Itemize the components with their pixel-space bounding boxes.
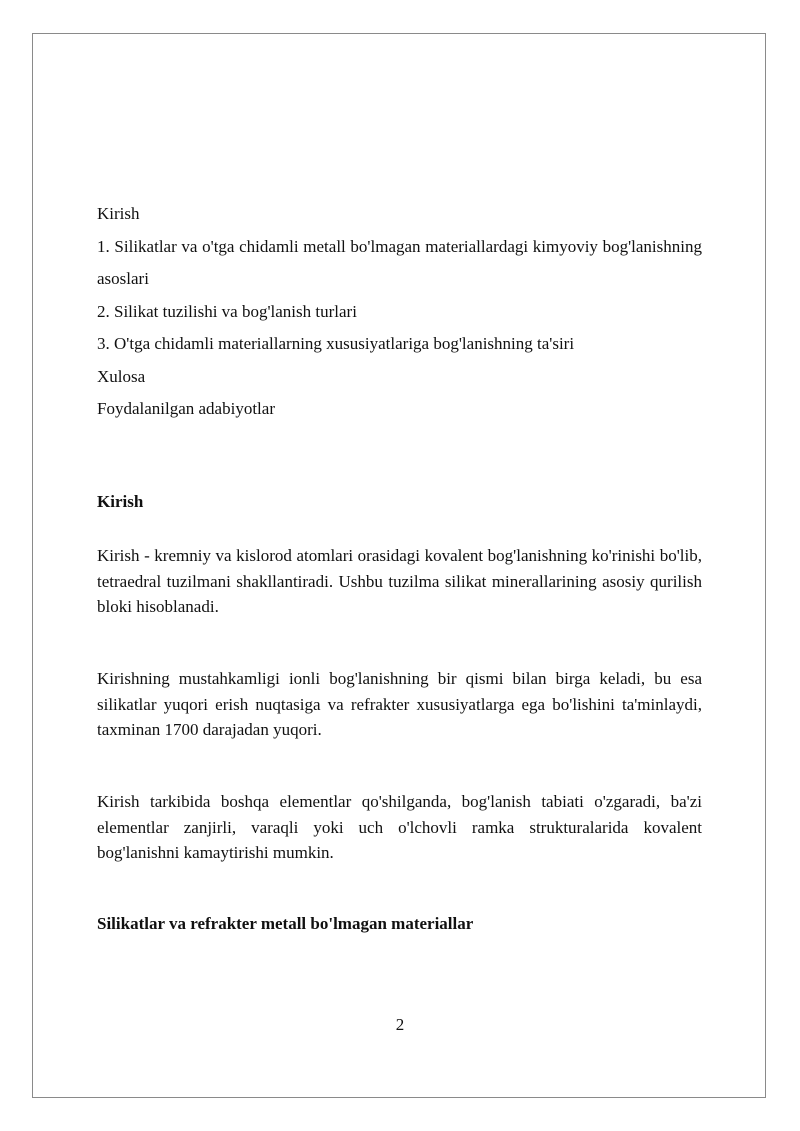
- table-of-contents: [97, 198, 702, 426]
- section-heading: Silikatlar va refrakter metall bo'lmagan materiallar: [97, 914, 474, 933]
- toc-item: Xulosa: [97, 366, 146, 386]
- paragraph: Kirishning mustahkamligi ionli bog'lanishning bir qismi bilan birga keladi, bu esa silikatlar yuqori erish nuqtasiga va refrakter xususiyatlarga ega bo'lishini ta'minlaydi, taxminan 1700 darajadan yuqori.: [97, 669, 702, 739]
- page-number: 2: [395, 1015, 405, 1034]
- toc-item: 3. O'tga chidamli materiallarning xususiyatlariga bog'lanishning ta'siri: [97, 334, 575, 353]
- section-heading: Kirish: [97, 492, 144, 511]
- toc-item: Kirish: [97, 204, 140, 223]
- toc-item: 2. Silikat tuzilishi va bog'lanish turlari: [97, 301, 357, 321]
- toc-item: Foydalanilgan adabiyotlar: [97, 399, 275, 418]
- toc-item: 1. Silikatlar va o'tga chidamli metall bo'lmagan materiallardagi kimyoviy bog'lanishning asoslari: [97, 236, 702, 288]
- paragraph: Kirish tarkibida boshqa elementlar qo'shilganda, bog'lanish tabiati o'zgaradi, ba'zi elementlar zanjirli, varaqli yoki uch o'lchovli ramka strukturalarida kovalent bog'lanishni kamaytirishi mumkin.: [97, 792, 702, 862]
- paragraph: Kirish - kremniy va kislorod atomlari orasidagi kovalent bog'lanishning ko'rinishi bo'lib, tetraedral tuzilmani shakllantiradi. Ushbu tuzilma silikat minerallarining asosiy qurilish bloki hisoblanadi.: [97, 546, 702, 616]
